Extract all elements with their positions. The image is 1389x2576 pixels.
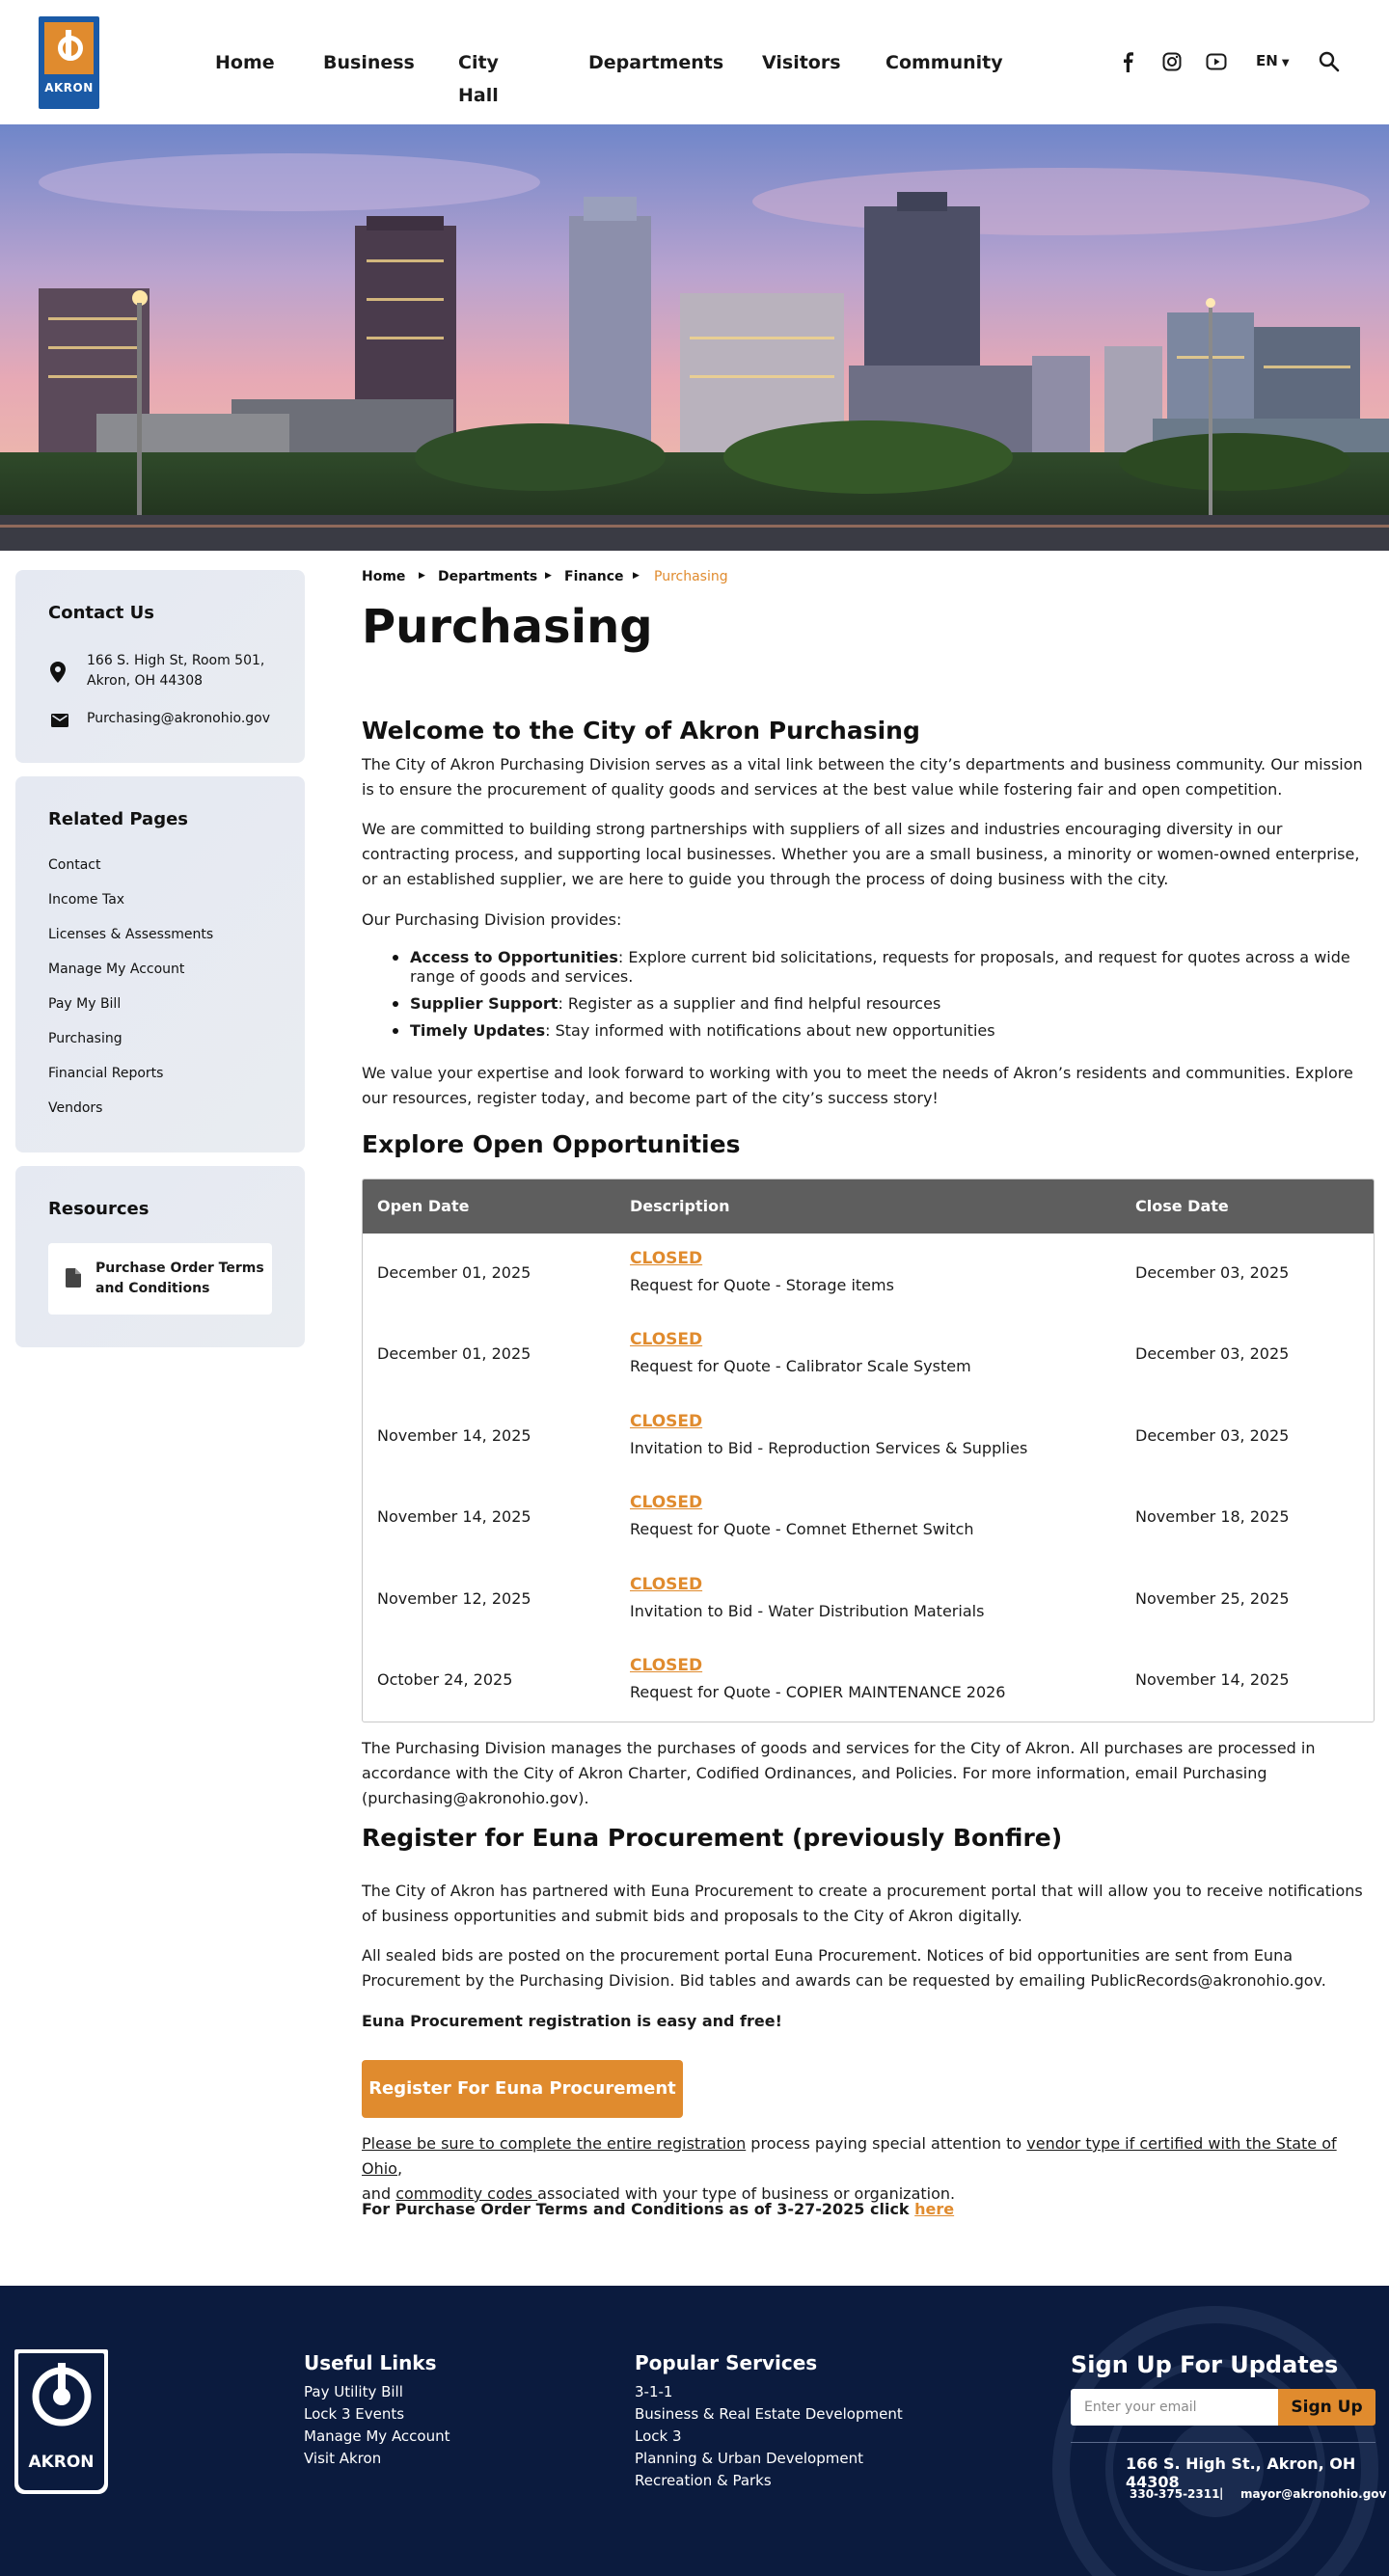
close-date: November 14, 2025 [1135, 1670, 1290, 1689]
bullet-text: : Register as a supplier and find helpful resources [558, 994, 941, 1013]
related-link-purchasing[interactable]: Purchasing [48, 1031, 123, 1046]
euna-paragraph-2: All sealed bids are posted on the procurement portal Euna Procurement. Notices of bid opportunities are sent from Euna Procurement by the Purchasing Division. Bid tables and awards can be requested by emailing PublicRecords@akronohio.gov. [362, 1946, 1326, 1990]
closed-link[interactable]: CLOSED [630, 1656, 703, 1675]
site-footer [0, 2286, 1389, 2576]
footer-link-planning[interactable]: Planning & Urban Development [635, 2450, 863, 2467]
opportunities-table [362, 1179, 1375, 1722]
breadcrumb-separator-icon: ▶ [545, 571, 552, 581]
row-description: Request for Quote - Comnet Ethernet Switch [630, 1520, 974, 1538]
breadcrumb-separator-icon: ▶ [419, 571, 425, 581]
related-link-pay-bill[interactable]: Pay My Bill [48, 996, 122, 1012]
closed-link[interactable]: CLOSED [630, 1249, 703, 1268]
welcome-paragraph-2: We are committed to building strong partnerships with suppliers of all sizes and industries encouraging diversity in our contracting process, and supporting local businesses. Whether you are a small business, a minority or women-owned enterprise, or an established supplier, we are here to guide you through the process of doing business with the city. [362, 820, 1360, 888]
mail-icon [51, 713, 68, 731]
logo-bar-icon [66, 30, 71, 59]
footer-link-manage-account[interactable]: Manage My Account [304, 2427, 450, 2445]
terms-here-link[interactable]: here [914, 2200, 955, 2218]
footer-link-311[interactable]: 3-1-1 [635, 2383, 673, 2400]
breadcrumb-separator-icon: ▶ [633, 571, 640, 581]
closed-link[interactable]: CLOSED [630, 1493, 703, 1512]
youtube-icon[interactable] [1206, 53, 1227, 74]
open-date: November 14, 2025 [377, 1507, 531, 1526]
euna-heading: Register for Euna Procurement (previously Bonfire) [362, 1824, 1063, 1852]
related-link-licenses[interactable]: Licenses & Assessments [48, 927, 214, 942]
resource-doc-line1: Purchase Order Terms [95, 1261, 264, 1276]
akron-logo[interactable] [39, 16, 99, 109]
resources-title: Resources [48, 1199, 150, 1219]
footer-link-recreation[interactable]: Recreation & Parks [635, 2472, 772, 2489]
welcome-paragraph-3: Our Purchasing Division provides: [362, 910, 622, 929]
table-row [363, 1315, 1375, 1396]
footer-logo[interactable] [14, 2349, 108, 2494]
location-pin-icon [50, 662, 66, 687]
list-item [391, 994, 1375, 1014]
footer-divider [1071, 2442, 1375, 2443]
row-description: Request for Quote - Calibrator Scale System [630, 1357, 971, 1375]
table-row [363, 1396, 1375, 1478]
table-header [363, 1180, 1375, 1234]
close-date: November 25, 2025 [1135, 1589, 1290, 1608]
bullet-bold: Supplier Support [410, 994, 558, 1013]
footer-link-visit-akron[interactable]: Visit Akron [304, 2450, 382, 2467]
language-label: EN [1256, 52, 1278, 69]
list-item [391, 948, 1375, 987]
table-row [363, 1559, 1375, 1641]
logo-text: AKRON [44, 81, 94, 95]
closed-link[interactable]: CLOSED [630, 1575, 703, 1594]
close-date: December 03, 2025 [1135, 1263, 1290, 1282]
vendor-type-link[interactable]: vendor type if certified with the State of Ohio [362, 2134, 1337, 2178]
bullet-text: : Explore current bid solicitations, requests for proposals, and request for quotes across a wide range of goods and services. [410, 948, 1350, 986]
registration-instructions [362, 2131, 1375, 2207]
nav-community[interactable]: Community [885, 52, 1003, 73]
resource-document-card[interactable] [48, 1243, 272, 1315]
related-link-income-tax[interactable]: Income Tax [48, 892, 125, 908]
complete-registration-link[interactable]: Please be sure to complete the entire registration [362, 2134, 747, 2153]
footer-logo-text: AKRON [28, 2453, 95, 2472]
contact-address-line1: 166 S. High St, Room 501, [87, 653, 265, 668]
open-date: December 01, 2025 [377, 1263, 531, 1282]
welcome-paragraph-4: We value your expertise and look forward to working with you to meet the needs of Akron’s residents and communities. Explore our resources, register today, and become part of the city’s success story! [362, 1064, 1353, 1107]
facebook-icon[interactable] [1119, 51, 1138, 76]
signup-title: Sign Up For Updates [1071, 2351, 1339, 2378]
footer-logo-inner [18, 2353, 104, 2490]
related-link-financial-reports[interactable]: Financial Reports [48, 1066, 164, 1081]
closed-link[interactable]: CLOSED [630, 1330, 703, 1349]
document-icon [66, 1268, 81, 1291]
footer-link-lock3[interactable]: Lock 3 [635, 2427, 682, 2445]
footer-address: 166 S. High St., Akron, OH 44308 [1126, 2454, 1356, 2491]
register-euna-button[interactable]: Register For Euna Procurement [362, 2060, 683, 2118]
row-description: Invitation to Bid - Water Distribution Materials [630, 1602, 985, 1620]
bullet-bold: Access to Opportunities [410, 948, 618, 966]
breadcrumb-home[interactable]: Home [362, 569, 406, 584]
contact-address-line2: Akron, OH 44308 [87, 673, 204, 689]
signup-email-input[interactable]: Enter your email [1071, 2389, 1281, 2426]
welcome-heading: Welcome to the City of Akron Purchasing [362, 717, 920, 745]
col-close-date: Close Date [1135, 1197, 1229, 1215]
nav-home[interactable]: Home [215, 52, 275, 73]
page-title: Purchasing [362, 600, 653, 654]
row-description: Request for Quote - COPIER MAINTENANCE 2026 [630, 1683, 1006, 1701]
related-title: Related Pages [48, 809, 189, 829]
signup-button[interactable]: Sign Up [1278, 2389, 1375, 2426]
breadcrumb-finance[interactable]: Finance [564, 569, 624, 584]
instruction-text: , [396, 2159, 403, 2178]
close-date: November 18, 2025 [1135, 1507, 1290, 1526]
bullet-text: : Stay informed with notifications about new opportunities [545, 1021, 995, 1040]
open-date: November 14, 2025 [377, 1426, 531, 1445]
row-description: Request for Quote - Storage items [630, 1276, 894, 1294]
opportunities-heading: Explore Open Opportunities [362, 1130, 741, 1158]
hero-skyline-image [0, 124, 1389, 551]
footer-link-business-dev[interactable]: Business & Real Estate Development [635, 2405, 903, 2423]
open-date: November 12, 2025 [377, 1589, 531, 1608]
close-date: December 03, 2025 [1135, 1426, 1290, 1445]
seal-watermark-icon [1051, 2305, 1379, 2576]
euna-paragraph-1: The City of Akron has partnered with Euna Procurement to create a procurement portal that will allow you to receive notifications of business opportunities and submit bids and proposals to the City of Akron digitally. [362, 1882, 1363, 1925]
related-link-contact[interactable]: Contact [48, 857, 101, 873]
col-description: Description [630, 1197, 730, 1215]
contact-email[interactable]: Purchasing@akronohio.gov [87, 711, 271, 726]
closed-link[interactable]: CLOSED [630, 1412, 703, 1431]
bullet-bold: Timely Updates [410, 1021, 546, 1040]
related-link-manage-account[interactable]: Manage My Account [48, 962, 185, 977]
related-link-vendors[interactable]: Vendors [48, 1100, 103, 1116]
footer-link-pay-utility[interactable]: Pay Utility Bill [304, 2383, 403, 2400]
language-select[interactable] [1256, 52, 1290, 69]
popular-services-title: Popular Services [635, 2351, 818, 2374]
useful-links-title: Useful Links [304, 2351, 437, 2374]
row-description: Invitation to Bid - Reproduction Services & Supplies [630, 1439, 1028, 1457]
open-date: October 24, 2025 [377, 1670, 513, 1689]
site-header [0, 0, 1389, 124]
list-item [391, 1021, 1375, 1041]
table-row [363, 1641, 1375, 1722]
search-icon[interactable] [1319, 51, 1340, 76]
nav-visitors[interactable]: Visitors [762, 52, 841, 73]
instruction-text: process paying special attention to [746, 2134, 1027, 2153]
instruction-text: and [362, 2184, 396, 2203]
provides-list [391, 948, 1375, 1048]
nav-city-hall[interactable]: City Hall [458, 52, 499, 106]
col-open-date: Open Date [377, 1197, 470, 1215]
related-pages-card [15, 776, 305, 1152]
contact-title: Contact Us [48, 603, 155, 623]
footer-link-lock3-events[interactable]: Lock 3 Events [304, 2405, 405, 2423]
resource-doc-line2: and Conditions [95, 1281, 210, 1296]
contact-card [15, 570, 305, 763]
euna-easy-note: Euna Procurement registration is easy and free! [362, 2012, 782, 2030]
terms-text: For Purchase Order Terms and Conditions as of 3-27-2025 click [362, 2200, 915, 2218]
footer-logo-wheel-icon [28, 2363, 95, 2430]
instagram-icon[interactable] [1162, 52, 1182, 75]
breadcrumb-current: Purchasing [654, 569, 728, 584]
open-date: December 01, 2025 [377, 1344, 531, 1363]
resources-card [15, 1166, 305, 1347]
footer-phone[interactable]: 330-375-2311 [1130, 2487, 1220, 2501]
instruction-text: associated with your type of business or organization. [537, 2184, 956, 2203]
welcome-paragraph-1: The City of Akron Purchasing Division serves as a vital link between the city’s departments and business community. Our mission is to ensure the procurement of quality goods and services at the best value while fostering fair and open competition. [362, 755, 1363, 799]
chevron-down-icon: ▼ [1281, 58, 1290, 68]
close-date: December 03, 2025 [1135, 1344, 1290, 1363]
footer-email[interactable]: mayor@akronohio.gov [1240, 2487, 1387, 2501]
breadcrumb-departments[interactable]: Departments [438, 569, 538, 584]
nav-business[interactable]: Business [323, 52, 415, 73]
purchasing-note: The Purchasing Division manages the purchases of goods and services for the City of Akron. All purchases are processed in accordance with the City of Akron Charter, Codified Ordinances, and Policies. For more information, email Purchasing (purchasing@akronohio.gov). [362, 1739, 1316, 1807]
footer-separator: | [1219, 2486, 1224, 2500]
terms-note [362, 2197, 1375, 2222]
commodity-codes-link[interactable]: commodity codes [395, 2184, 538, 2203]
table-row [363, 1234, 1375, 1315]
table-row [363, 1478, 1375, 1559]
logo-emblem [44, 22, 94, 74]
nav-departments[interactable]: Departments [588, 52, 724, 73]
